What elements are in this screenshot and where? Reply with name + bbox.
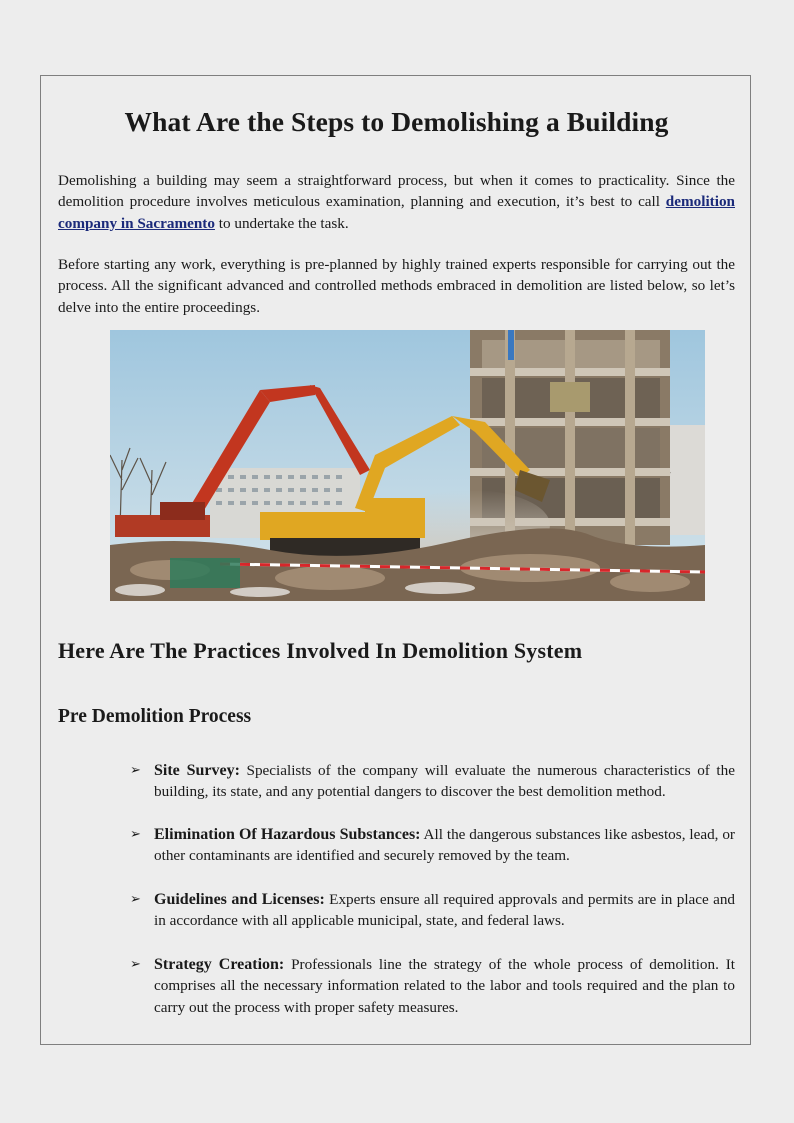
intro-text-after: to undertake the task.	[214, 214, 349, 232]
arrow-bullet-icon: ➢	[130, 827, 141, 842]
list-item	[130, 954, 735, 1018]
bullet-term: Guidelines and Licenses:	[154, 891, 325, 908]
demolition-company-link[interactable]: demolition company in Sacramento	[58, 193, 735, 232]
intro-paragraph	[58, 170, 735, 234]
page-frame	[40, 75, 751, 1045]
page-title: What Are the Steps to Demolishing a Building	[124, 106, 669, 137]
bullet-term: Strategy Creation:	[154, 956, 285, 973]
bullet-text: Specialists of the company will evaluate the numerous characteristics of the building, its state, and any potential dangers to discover the best demolition method.	[154, 762, 735, 801]
list-item	[130, 760, 735, 803]
bullet-text: Experts ensure all required approvals and permits are in place and in accordance with all applicable municipal, state, and federal laws.	[154, 891, 736, 930]
list-item	[130, 824, 735, 867]
planning-paragraph: Before starting any work, everything is pre-planned by highly trained experts responsible for carrying out the process. All the significant advanced and controlled methods embraced in demolition are listed below, so let’s delve into the entire proceedings.	[58, 256, 735, 316]
bullet-term: Elimination Of Hazardous Substances:	[154, 826, 421, 843]
list-item	[130, 889, 735, 932]
demolition-photo	[110, 330, 705, 601]
bullet-term: Site Survey:	[154, 762, 240, 779]
subsection-heading: Pre Demolition Process	[58, 706, 252, 727]
arrow-bullet-icon: ➢	[130, 892, 141, 907]
bullet-text: All the dangerous substances like asbestos, lead, or other contaminants are identified and securely removed by the team.	[154, 826, 735, 865]
section-heading: Here Are The Practices Involved In Demolition System	[58, 638, 583, 663]
arrow-bullet-icon: ➢	[130, 763, 141, 778]
intro-text-before: Demolishing a building may seem a straightforward process, but when it comes to practicality. Since the demolition procedure involves meticulous examination, planning and execution, it’s best to call	[58, 172, 735, 211]
bullet-text: Professionals line the strategy of the whole process of demolition. It comprises all the necessary information related to the labor and tools required and the plan to carry out the process with proper safety measures.	[154, 956, 735, 1016]
arrow-bullet-icon: ➢	[130, 957, 141, 972]
